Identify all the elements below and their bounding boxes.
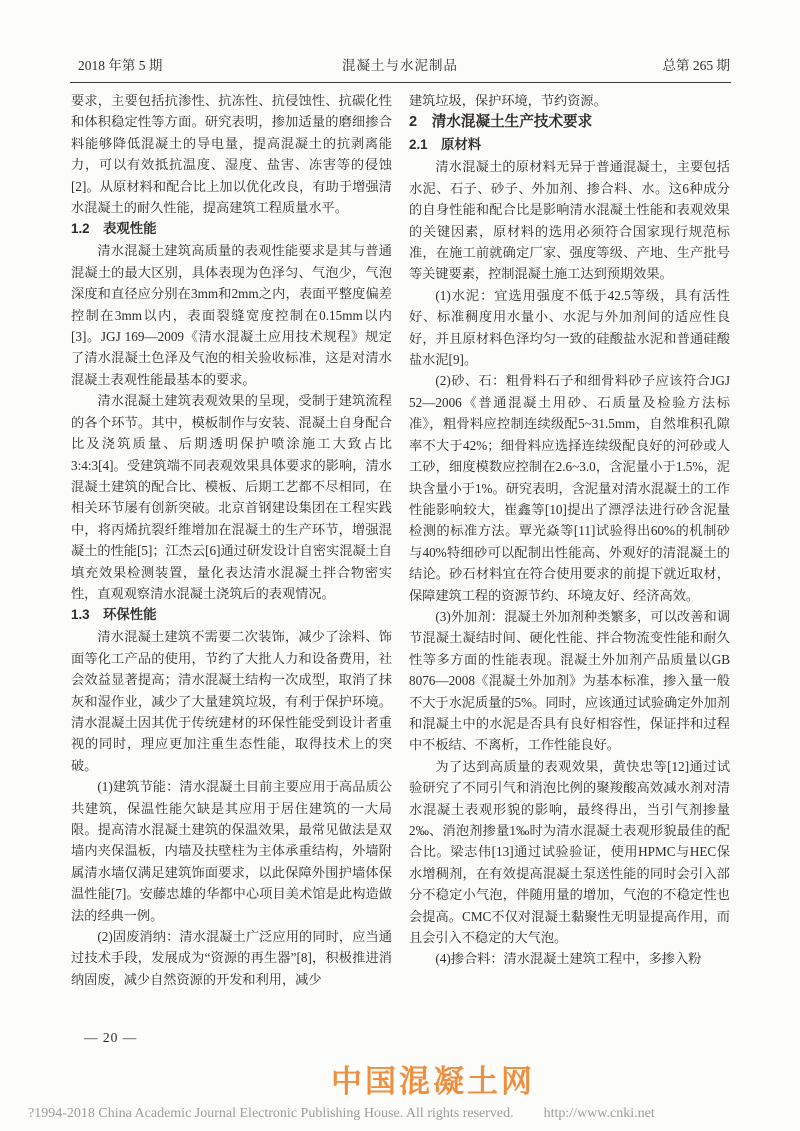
section-heading-1-3: 1.3 环保性能 — [71, 607, 157, 623]
right-column — [409, 90, 730, 1038]
paragraph: 清水混凝土建筑不需要二次装饰，减少了涂料、饰面等化工产品的使用，节约了大批人力和设备费用，社会效益显著提高；清水混凝土结构一次成型，取消了抹灰和湿作业，减少了大量建筑垃圾，有利于保护环境。清水混凝土因其优于传统建材的环保性能受到设计者重视的同时，理应更加注重生态性能，取得技术上的突破。 — [71, 629, 392, 773]
paragraph: (2)固废消纳：清水混凝土广泛应用的同时，应当通过技术手段，发展成为“资源的再生器”[8]，积极推进消纳固废，减少自然资源的开发和利用，减少 — [71, 929, 392, 987]
left-column — [71, 90, 392, 1038]
copyright-text: ?1994-2018 China Academic Journal Electronic Publishing House. All rights reserved. — [28, 1106, 514, 1121]
paragraph: 建筑垃圾，保护环境，节约资源。 — [409, 93, 607, 108]
paragraph: 清水混凝土的原材料无异于普通混凝土，主要包括水泥、石子、砂子、外加剂、掺合料、水。这6种成分的自身性能和配合比是影响清水混凝土性能和表观效果的关键因素，原材料的选用必须符合国家现行规范标准，在施工前就确定厂家、强度等级、产地、生产批号等关键要素，控制混凝土施工达到预期效果。 — [409, 159, 730, 282]
section-heading-2: 2 清水混凝土生产技术要求 — [409, 114, 593, 131]
page-footer — [28, 1106, 772, 1122]
issue-info-right: 总第 265 期 — [662, 58, 730, 73]
header-divider — [70, 82, 731, 83]
journal-title: 混凝土与水泥制品 — [342, 58, 458, 73]
issue-info-left: 2018 年第 5 期 — [78, 58, 163, 73]
cnki-url: http://www.cnki.net — [543, 1106, 655, 1121]
paragraph: 要求，主要包括抗渗性、抗冻性、抗侵蚀性、抗碳化性和体积稳定性等方面。研究表明，掺加适量的磨细掺合料能够降低混凝土的导电量，提高混凝土的抗剥离能力，可以有效抵抗温度、湿度、盐害、冻害等的侵蚀[2]。从原材料和配合比上加以优化改良，有助于增强清水混凝土的耐久性能，提高建筑工程质量水平。 — [71, 93, 392, 216]
paragraph: (1)水泥：宜选用强度不低于42.5等级，具有活性好、标准稠度用水量小、水泥与外加剂间的适应性良好，并且原材料色泽均匀一致的硅酸盐水泥和普通硅酸盐水泥[9]。 — [409, 287, 730, 368]
section-heading-2-1: 2.1 原材料 — [409, 137, 482, 153]
paragraph: (2)砂、石：粗骨料石子和细骨料砂子应该符合JGJ 52—2006《普通混凝土用砂、石质量及检验方法标准》，粗骨料应控制连续级配5~31.5mm，自然堆积孔隙率不大于42%；细骨料应选择连续级配良好的河砂或人工砂，细度模数应控制在2.6~3.0，含泥量小于1.5%，泥块含量小于1%。研究表明，含泥量对清水混凝土的工作性能影响较大，崔鑫等[10]提出了漂浮法进行砂含泥量检测的标准方法。覃光焱等[11]试验得出60%的机制砂与40%特细砂可以配制出性能高、外观好的清混凝土的结论。砂石材料宜在符合使用要求的前提下就近取材，保障建筑工程的资源节约、环境友好、经济高效。 — [409, 373, 730, 603]
watermark-china-concrete-net: 中国混凝土网 — [331, 1064, 535, 1099]
paragraph: (3)外加剂：混凝土外加剂种类繁多，可以改善和调节混凝土凝结时间、硬化性能、拌合物流变性能和耐久性等多方面的性能表现。混凝土外加剂产品质量以GB 8076—2008《混凝土外加剂》为基本标准，掺入量一般不大于水泥质量的5%。同时，应该通过试验确定外加剂和混凝土中的水泥是否具有良好相容性，保证拌和过程中不板结、不离析，工作性能良好。 — [409, 608, 730, 753]
paragraph: 为了达到高质量的表观效果，黄快忠等[12]通过试验研究了不同引气和消泡比例的聚羧酸高效减水剂对清水混凝土表观形貌的影响，最终得出，当引气剂掺量2‰、消泡剂掺量1‰时为清水混凝土表观形貌最佳的配合比。梁志伟[13]通过试验验证，使用HPMC与HEC保水增稠剂，在有效提高混凝土泵送性能的同时会引入部分不稳定小气泡，伴随用量的增加，气泡的不稳定性也会提高。CMC不仅对混凝土黏聚性无明显提高作用，而且会引入不稳定的大气泡。 — [409, 758, 730, 946]
paragraph: (4)掺合料：清水混凝土建筑工程中，多掺入粉 — [435, 951, 702, 967]
paragraph: (1)建筑节能：清水混凝土目前主要应用于高品质公共建筑，保温性能欠缺是其应用于居住建筑的一大局限。提高清水混凝土建筑的保温效果，最常见做法是双墙内夹保温板，内墙及扶壁柱为主体承重结构，外墙附属清水墙仅满足建筑饰面要求，以此保障外围护墙体保温性能[7]。安藤忠雄的华都中心项目美术馆是此构造做法的经典一例。 — [71, 779, 392, 923]
page-header — [70, 54, 730, 78]
page-number: — 20 — — [84, 1030, 138, 1045]
paragraph: 清水混凝土建筑表观效果的呈现，受制于建筑流程的各个环节。其中，模板制作与安装、混凝土自身配合比及浇筑质量、后期透明保护喷涂施工大致占比3:4:3[4]。受建筑端不同表观效果具体要求的影响，清水混凝土建筑的配合比、模板、后期工艺都不尽相同，在相关环节屡有创新突破。北京首钢建设集团在工程实践中，将丙烯抗裂纤维增加在混凝土的生产环节，增强混凝土的性能[5]；江杰云[6]通过研发设计自密实混凝土自填充效果检测装置，量化表达清水混凝土拌合物密实性，直观观察清水混凝土浇筑后的表观情况。 — [71, 393, 392, 601]
paragraph: 清水混凝土建筑高质量的表观性能要求是其与普通混凝土的最大区别，具体表现为色泽匀、气泡少，气泡深度和直径应分别在3mm和2mm之内，表面平整度偏差控制在3mm以内，表面裂缝宽度控制在0.15mm以内[3]。JGJ 169—2009《清水混凝土应用技术规程》规定了清水混凝土色泽及气泡的相关验收标准，这是对清水混凝土表观性能最基本的要求。 — [71, 243, 392, 387]
section-heading-1-2: 1.2 表观性能 — [71, 221, 157, 237]
